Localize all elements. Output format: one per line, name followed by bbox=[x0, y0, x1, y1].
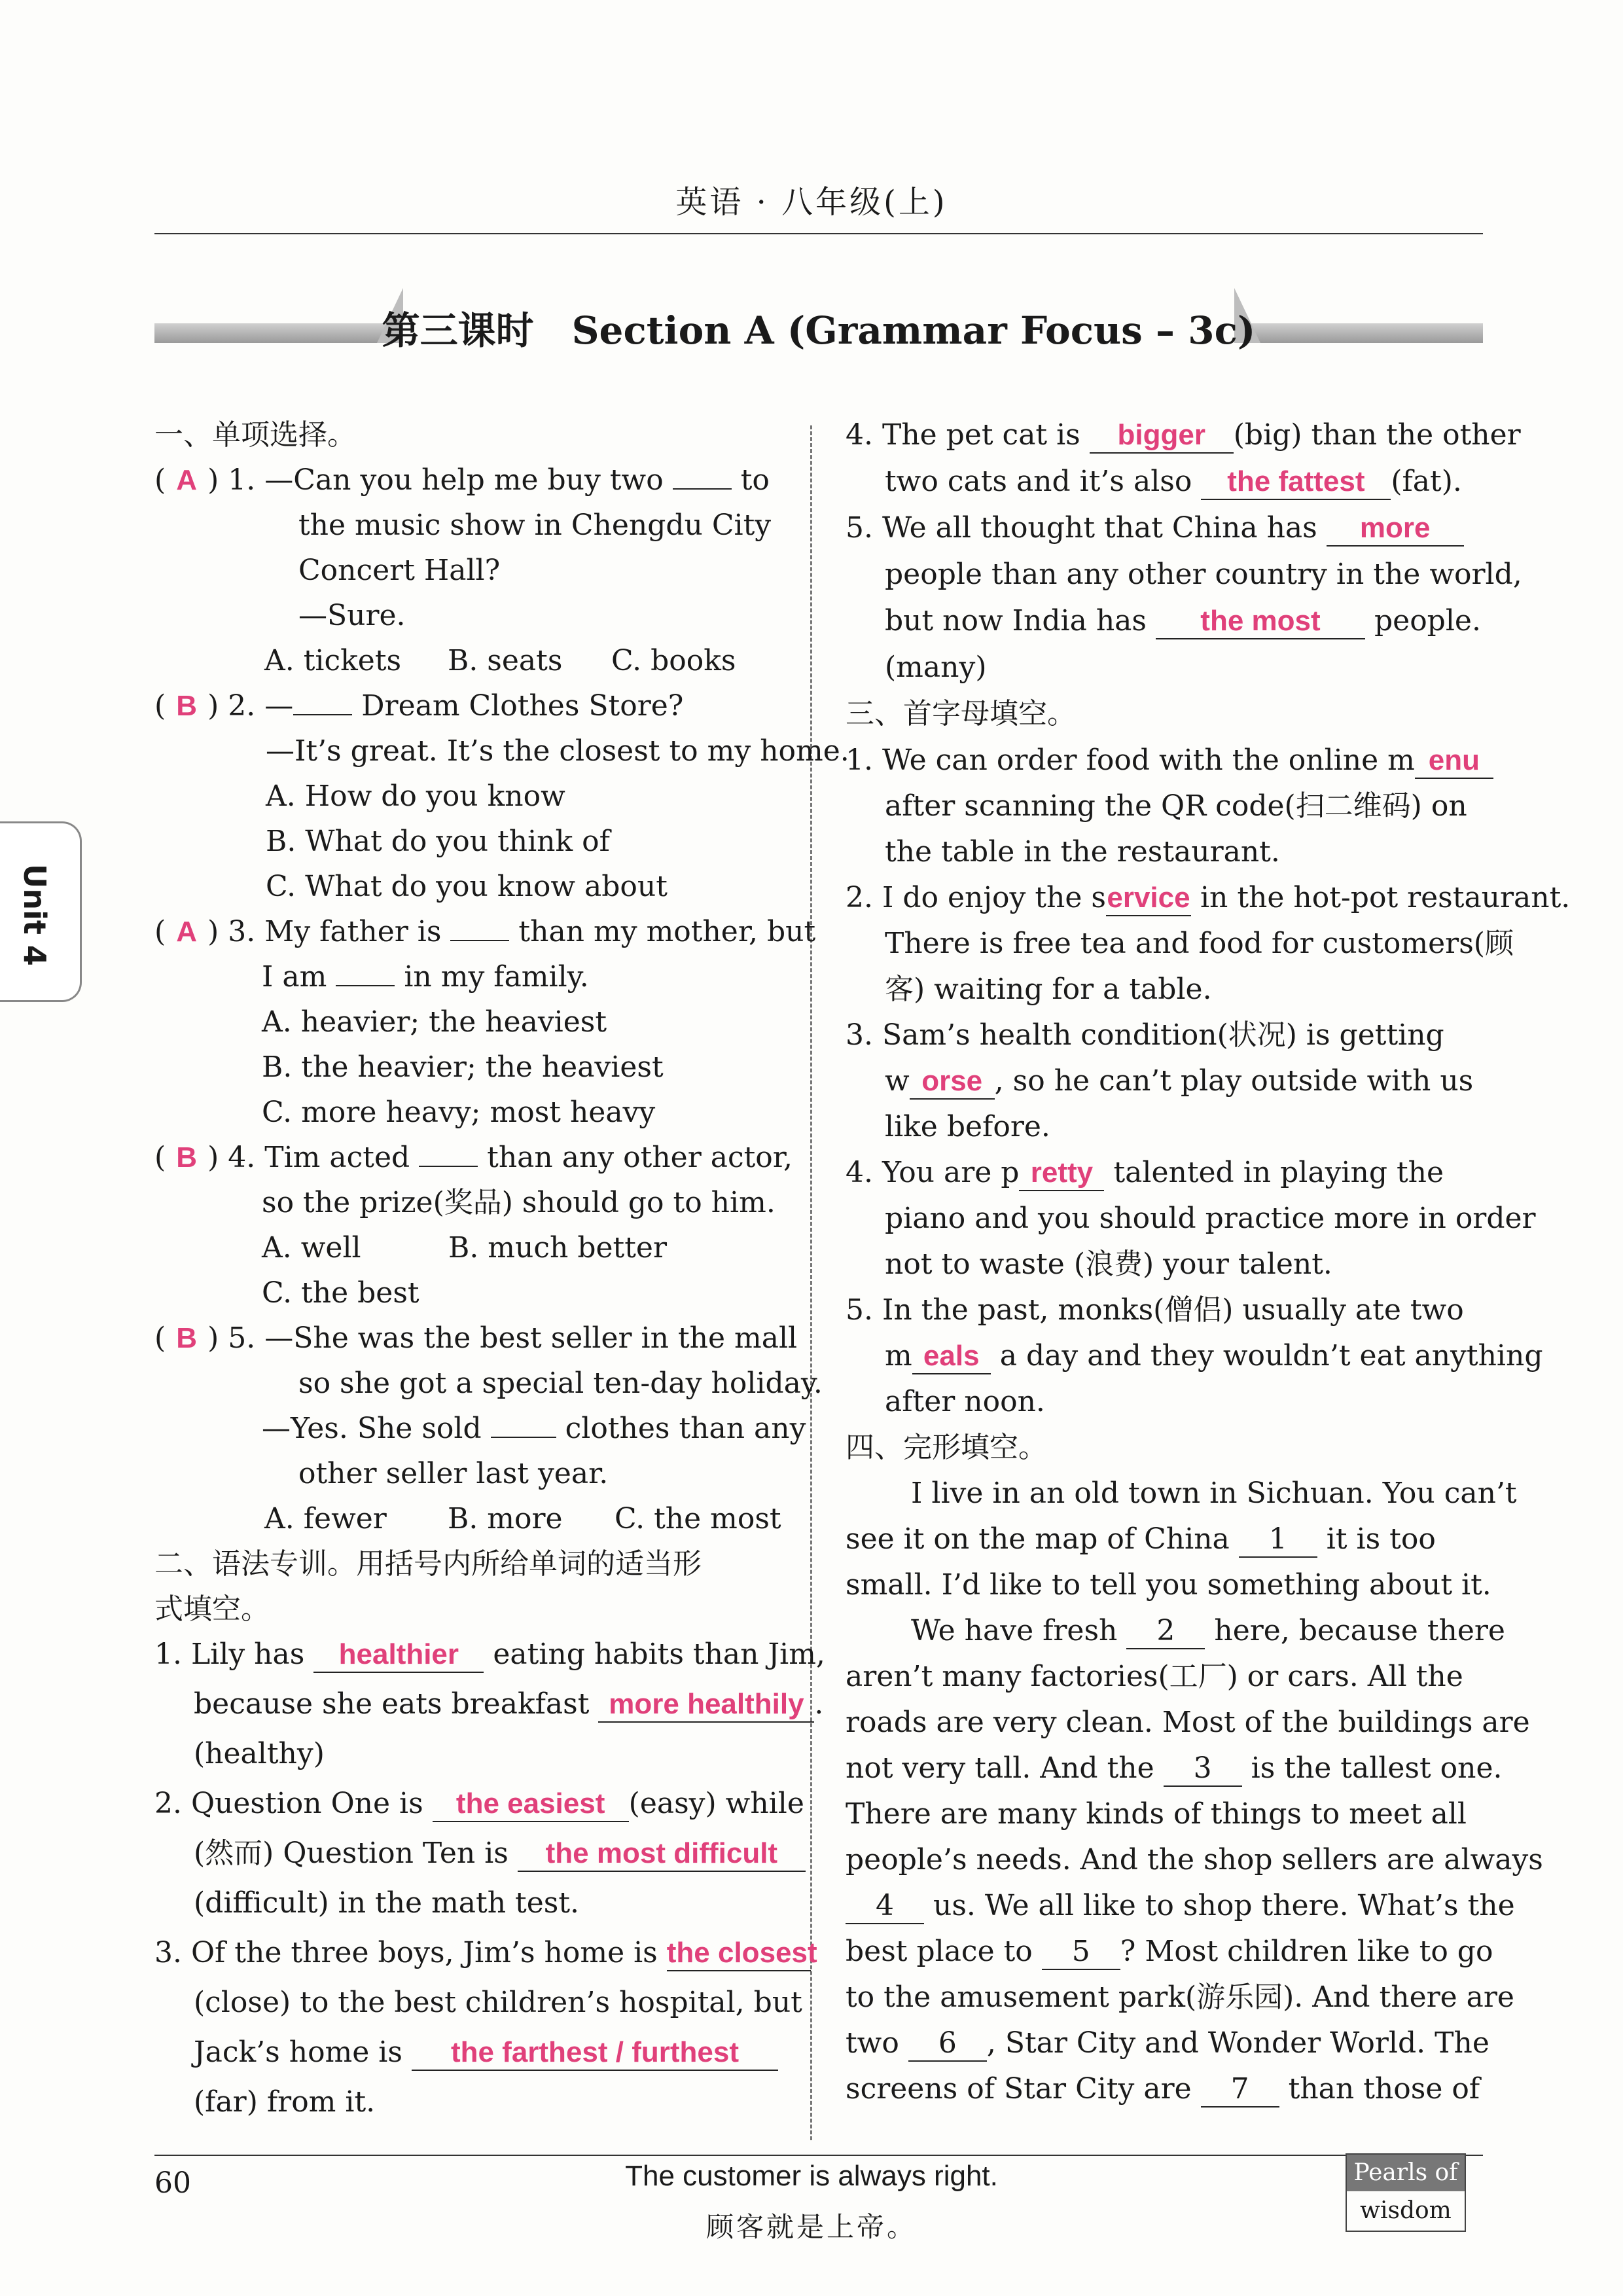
p2-q3-answer2: the farthest / furthest bbox=[412, 2036, 778, 2071]
pearls-badge-top: Pearls of bbox=[1347, 2155, 1465, 2191]
q3-option-b: B. the heavier; the heaviest bbox=[262, 1050, 664, 1084]
p3-q3-answer: orse bbox=[910, 1064, 995, 1100]
p3-q2-line3: 客) waiting for a table. bbox=[885, 973, 1212, 1006]
p3-q5-line3: after noon. bbox=[885, 1385, 1045, 1418]
p2-q5-line4: (many) bbox=[885, 651, 987, 684]
q2-answer: B bbox=[176, 690, 198, 722]
q4-option-a: A. well bbox=[262, 1231, 361, 1265]
q4-answer: B bbox=[176, 1141, 198, 1174]
p3-q4-line2: piano and you should practice more in order bbox=[885, 1202, 1536, 1235]
cloze-line1: I live in an old town in Sichuan. You can’t bbox=[911, 1477, 1517, 1510]
q4-line1: ( B ) 4. Tim acted than any other actor, bbox=[154, 1135, 776, 1180]
pearls-badge-bottom: wisdom bbox=[1360, 2197, 1452, 2224]
p2-q5-line2: people than any other country in the world, bbox=[885, 558, 1522, 591]
cloze-line5: aren’t many factories(工厂) or cars. All the bbox=[846, 1660, 1463, 1693]
q5-line1: ( B ) 5. —She was the best seller in the mall bbox=[154, 1316, 776, 1361]
p3-q3-line2: w orse , so he can’t play outside with us bbox=[846, 1058, 1484, 1104]
p2-q5-answer1: more bbox=[1327, 511, 1464, 547]
q3-option-a: A. heavier; the heaviest bbox=[262, 1005, 607, 1039]
q4-options bbox=[154, 1225, 776, 1270]
unit-side-tab bbox=[0, 821, 82, 1002]
q2-tail: Dream Clothes Store? bbox=[361, 689, 684, 723]
footer-motto-english: The customer is always right. bbox=[625, 2160, 998, 2192]
p2-q3-answer1: the closest bbox=[667, 1936, 811, 1971]
q1-line1: ( A ) 1. —Can you help me buy two to bbox=[154, 457, 776, 503]
q3-stem: 3. My father is bbox=[228, 915, 442, 948]
p3-q5-line2: m eals a day and they wouldn’t eat anything bbox=[846, 1333, 1484, 1379]
p2-q4-line1: 4. The pet cat is bigger (big) than the other bbox=[846, 412, 1484, 459]
p2-q1-line1: 1. Lily has healthier eating habits than Jim, bbox=[154, 1632, 776, 1681]
q2-option-a: A. How do you know bbox=[266, 780, 565, 813]
q5-option-c: C. the most bbox=[615, 1502, 781, 1535]
q5-line3: —Yes. She sold clothes than any bbox=[262, 1412, 806, 1445]
cloze-blank-1: 1 bbox=[1239, 1522, 1317, 1558]
p2-q3-line1: 3. Of the three boys, Jim’s home is the closest bbox=[154, 1930, 776, 1980]
p2-q1-line2: because she eats breakfast more healthily . bbox=[154, 1681, 776, 1731]
section-banner bbox=[154, 281, 1483, 360]
p2-q4-answer1: bigger bbox=[1090, 418, 1234, 454]
column-divider bbox=[810, 425, 812, 2140]
p2-q5-line1: 5. We all thought that China has more bbox=[846, 505, 1484, 552]
cloze-line4: We have fresh 2 here, because there bbox=[846, 1608, 1484, 1654]
q1-line2: the music show in Chengdu City bbox=[298, 509, 772, 542]
cloze-line10: 4 us. We all like to shop there. What’s the bbox=[846, 1883, 1484, 1929]
part1-heading: 一、单项选择。 bbox=[154, 418, 356, 452]
q4-blank bbox=[419, 1139, 478, 1167]
q2-line2: —It’s great. It’s the closest to my home. bbox=[266, 734, 849, 768]
p3-q1-line2: after scanning the QR code(扫二维码) on bbox=[885, 789, 1467, 823]
q3-line1: ( A ) 3. My father is than my mother, but bbox=[154, 909, 776, 954]
q1-line3: Concert Hall? bbox=[298, 554, 501, 587]
q4-option-b: B. much better bbox=[448, 1231, 667, 1265]
right-column bbox=[846, 412, 1571, 2112]
cloze-line13: two 6 , Star City and Wonder World. The bbox=[846, 2020, 1484, 2066]
book-header-title: 英语 · 八年级(上) bbox=[675, 184, 948, 221]
page-number: 60 bbox=[154, 2166, 191, 2200]
q4-option-c: C. the best bbox=[262, 1276, 419, 1310]
part4-heading: 四、完形填空。 bbox=[846, 1431, 1047, 1464]
part3-heading: 三、首字母填空。 bbox=[846, 697, 1076, 730]
p2-q3-line2: (close) to the best children’s hospital, but bbox=[194, 1986, 802, 2019]
p2-q5-line3: but now India has the most people. bbox=[846, 598, 1484, 645]
q2-option-b: B. What do you think of bbox=[266, 825, 610, 858]
cloze-line7: not very tall. And the 3 is the tallest one. bbox=[846, 1746, 1484, 1791]
cloze-line3: small. I’d like to tell you something about it. bbox=[846, 1568, 1491, 1602]
p2-q4-line2: two cats and it’s also the fattest (fat). bbox=[846, 459, 1484, 505]
cloze-blank-5: 5 bbox=[1042, 1935, 1120, 1970]
q3-line2: I am in my family. bbox=[262, 960, 589, 994]
footer-motto-chinese: 顾客就是上帝。 bbox=[705, 2211, 917, 2243]
q2-line1: ( B ) 2. — Dream Clothes Store? bbox=[154, 683, 776, 728]
part2-heading-line1: 二、语法专训。用括号内所给单词的适当形 bbox=[154, 1547, 702, 1581]
part2-heading-line2: 式填空。 bbox=[154, 1592, 270, 1626]
p3-q2-answer: ervice bbox=[1106, 881, 1191, 916]
q4-stem: 4. Tim acted bbox=[228, 1141, 410, 1174]
p2-q1-answer1: healthier bbox=[313, 1638, 484, 1673]
q3-blank1 bbox=[450, 914, 509, 941]
p3-q4-line3: not to waste (浪费) your talent. bbox=[885, 1247, 1332, 1281]
q1-option-b: B. seats bbox=[448, 644, 563, 677]
q5-line2: so she got a special ten-day holiday. bbox=[298, 1367, 823, 1400]
cloze-line11: best place to 5 ? Most children like to go bbox=[846, 1929, 1484, 1975]
q2-option-c: C. What do you know about bbox=[266, 870, 668, 903]
q1-answer: A bbox=[176, 464, 198, 496]
p2-q2-answer1: the easiest bbox=[433, 1787, 629, 1822]
cloze-line2: see it on the map of China 1 it is too bbox=[846, 1516, 1484, 1562]
q5-stem: 5. —She was the best seller in the mall bbox=[228, 1321, 798, 1355]
p2-q2-line1: 2. Question One is the easiest (easy) while bbox=[154, 1781, 776, 1831]
q3-blank2 bbox=[336, 959, 395, 986]
p2-q2-answer2: the most difficult bbox=[518, 1837, 806, 1872]
q3-answer: A bbox=[176, 916, 198, 948]
cloze-blank-3: 3 bbox=[1164, 1751, 1242, 1787]
cloze-blank-2: 2 bbox=[1126, 1614, 1205, 1649]
pearls-of-wisdom-badge bbox=[1346, 2153, 1466, 2232]
p3-q5-answer: eals bbox=[912, 1339, 991, 1374]
p2-q3-line4: (far) from it. bbox=[194, 2085, 376, 2119]
cloze-blank-7: 7 bbox=[1201, 2072, 1279, 2108]
q3-option-c: C. more heavy; most heavy bbox=[262, 1096, 656, 1129]
q1-option-c: C. books bbox=[611, 644, 736, 677]
cloze-line14: screens of Star City are 7 than those of bbox=[846, 2066, 1484, 2112]
cloze-line9: people’s needs. And the shop sellers are always bbox=[846, 1843, 1543, 1876]
q1-options bbox=[154, 638, 776, 683]
q1-stem: 1. —Can you help me buy two bbox=[228, 463, 664, 497]
p2-q4-answer2: the fattest bbox=[1201, 465, 1391, 500]
p3-q2-line1: 2. I do enjoy the service in the hot-pot restaurant. bbox=[846, 875, 1484, 921]
p3-q4-line1: 4. You are p retty talented in playing the bbox=[846, 1150, 1484, 1196]
q1-blank bbox=[673, 462, 732, 490]
cloze-line6: roads are very clean. Most of the buildings are bbox=[846, 1706, 1530, 1739]
q1-option-a: A. tickets bbox=[264, 644, 402, 677]
p2-q1-line3: (healthy) bbox=[194, 1737, 325, 1770]
header-rule bbox=[154, 233, 1483, 234]
q5-blank bbox=[491, 1410, 556, 1438]
p3-q2-line2: There is free tea and food for customers(顾 bbox=[885, 927, 1514, 960]
p3-q3-line1: 3. Sam’s health condition(状况) is getting bbox=[846, 1018, 1444, 1052]
p2-q1-answer2: more healthily bbox=[598, 1687, 814, 1723]
footer-rule bbox=[154, 2155, 1483, 2156]
p2-q2-line3: (difficult) in the math test. bbox=[194, 1886, 579, 1920]
cloze-blank-6: 6 bbox=[908, 2026, 987, 2062]
p3-q1-line1: 1. We can order food with the online m enu bbox=[846, 738, 1484, 783]
cloze-line12: to the amusement park(游乐园). And there are bbox=[846, 1981, 1514, 2014]
section-title: 第三课时 Section A (Grammar Focus – 3c) bbox=[382, 308, 1256, 353]
q5-options bbox=[154, 1496, 781, 1541]
q1-line4: —Sure. bbox=[298, 599, 406, 632]
p2-q2-line2: (然而) Question Ten is the most difficult bbox=[154, 1831, 776, 1880]
q1-tail: to bbox=[740, 463, 770, 497]
p2-q5-answer2: the most bbox=[1156, 604, 1365, 639]
cloze-blank-4: 4 bbox=[846, 1889, 924, 1924]
p3-q3-line3: like before. bbox=[885, 1110, 1050, 1143]
p3-q4-answer: retty bbox=[1019, 1156, 1104, 1191]
q5-option-b: B. more bbox=[448, 1502, 563, 1535]
cloze-line8: There are many kinds of things to meet all bbox=[846, 1797, 1467, 1831]
q5-option-a: A. fewer bbox=[264, 1502, 387, 1535]
p2-q3-line3: Jack’s home is the farthest / furthest bbox=[154, 2030, 776, 2079]
q3-tail: than my mother, but bbox=[518, 915, 816, 948]
left-column bbox=[154, 412, 849, 2129]
p3-q1-answer: enu bbox=[1415, 744, 1493, 779]
q2-stem: 2. — bbox=[228, 689, 294, 723]
q4-tail: than any other actor, bbox=[487, 1141, 793, 1174]
p3-q1-line3: the table in the restaurant. bbox=[885, 835, 1280, 869]
p3-q5-line1: 5. In the past, monks(僧侣) usually ate two bbox=[846, 1293, 1464, 1327]
q4-line2: so the prize(奖品) should go to him. bbox=[262, 1186, 776, 1219]
q5-answer: B bbox=[176, 1322, 198, 1354]
unit-label: Unit 4 bbox=[17, 864, 52, 966]
q2-blank bbox=[293, 688, 352, 715]
q5-line4: other seller last year. bbox=[298, 1457, 609, 1490]
